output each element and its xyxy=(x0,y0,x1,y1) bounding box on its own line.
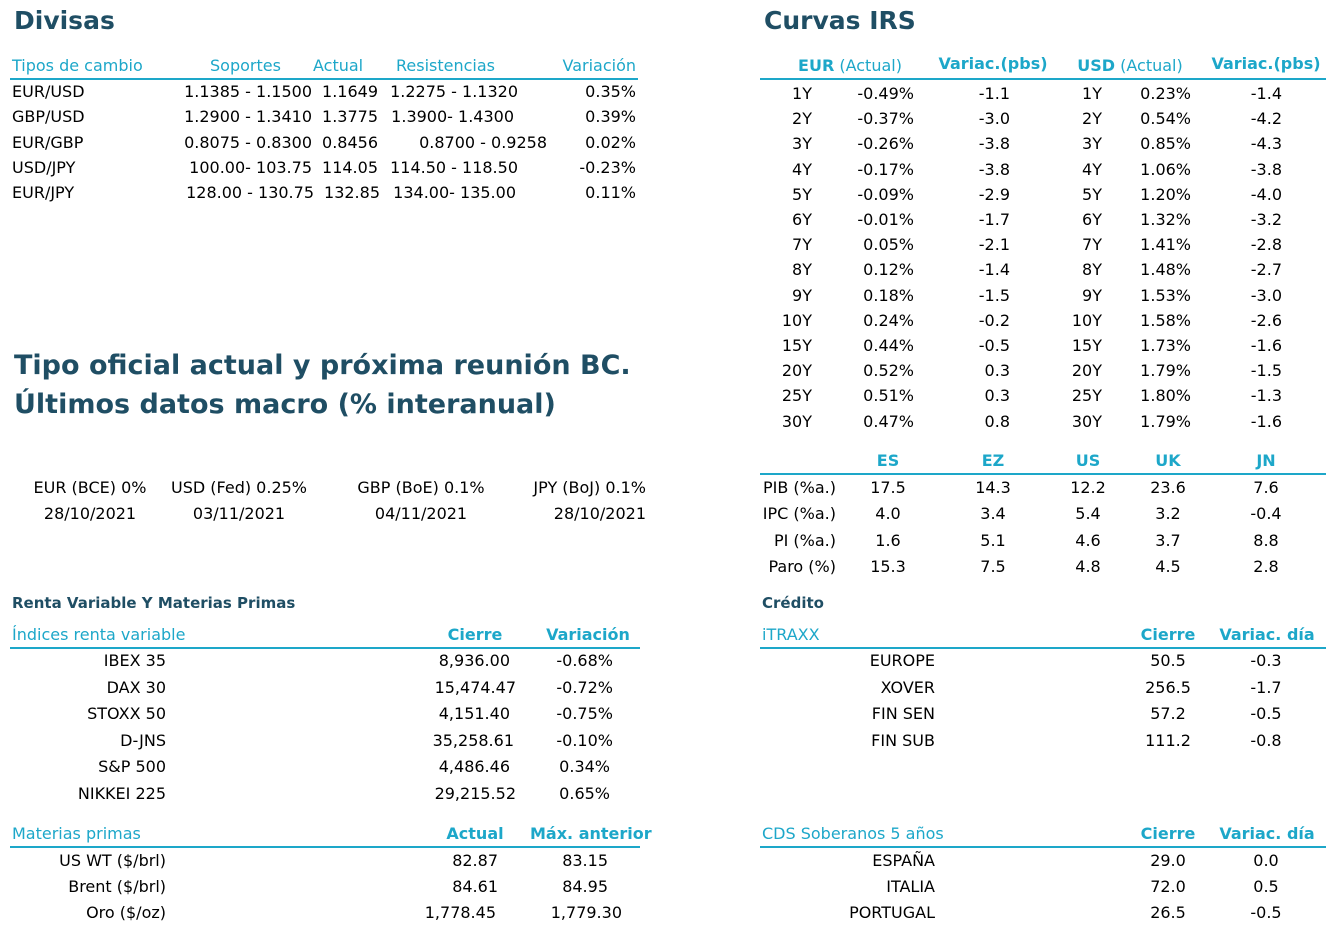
index-cierre: 4,151.40 xyxy=(438,704,510,723)
rate-boj: JPY (BoJ) 0.1% xyxy=(533,478,646,497)
commodity-actual: 1,778.45 xyxy=(424,903,496,922)
macro-value: 15.3 xyxy=(870,557,906,576)
index-variacion: -0.10% xyxy=(556,731,613,750)
cds-cierre: 26.5 xyxy=(1150,903,1186,922)
irs-var-eur: -1.1 xyxy=(978,84,1010,103)
variacion-cell: 0.02% xyxy=(585,133,636,152)
irs-tenor-usd: 10Y xyxy=(1071,311,1102,330)
mp-header-actual: Actual xyxy=(446,824,504,843)
irs-var-usd: -4.2 xyxy=(1250,109,1282,128)
irs-var-eur: 0.8 xyxy=(984,412,1010,431)
index-cierre: 4,486.46 xyxy=(438,757,510,776)
irs-var-eur: -1.4 xyxy=(978,260,1010,279)
irs-var-usd: -1.4 xyxy=(1250,84,1282,103)
irs-tenor-eur: 6Y xyxy=(792,210,812,229)
mp-header-rule xyxy=(10,846,640,848)
curvas-irs-title: Curvas IRS xyxy=(764,6,916,35)
soportes-cell: 1.2900 - 1.3410 xyxy=(184,107,312,126)
macro-value: 3.2 xyxy=(1155,504,1181,523)
itraxx-name: EUROPE xyxy=(869,651,935,670)
rv-header-rule xyxy=(10,647,640,649)
itraxx-variac: -1.7 xyxy=(1250,678,1282,697)
index-cierre: 8,936.00 xyxy=(438,651,510,670)
macro-value: 1.6 xyxy=(875,531,901,550)
irs-tenor-usd: 5Y xyxy=(1082,185,1102,204)
credito-header-itraxx: iTRAXX xyxy=(762,625,820,644)
divisas-header-variacion: Variación xyxy=(562,56,636,75)
macro-indicator: PIB (%a.) xyxy=(762,478,836,497)
irs-var-usd: -3.0 xyxy=(1250,286,1282,305)
irs-tenor-usd: 15Y xyxy=(1071,336,1102,355)
mp-header-name: Materias primas xyxy=(12,824,141,843)
index-cierre: 15,474.47 xyxy=(434,678,516,697)
divisas-title: Divisas xyxy=(14,6,115,35)
irs-rate-eur: 0.44% xyxy=(863,336,914,355)
divisas-header-pair: Tipos de cambio xyxy=(12,56,143,75)
rv-header-index: Índices renta variable xyxy=(12,625,186,644)
resistencias-cell: 0.8700 - 0.9258 xyxy=(419,133,547,152)
itraxx-variac: -0.8 xyxy=(1250,731,1282,750)
irs-var-eur: -1.7 xyxy=(978,210,1010,229)
irs-tenor-eur: 25Y xyxy=(781,386,812,405)
macro-value: 14.3 xyxy=(975,478,1011,497)
divisas-header-actual: Actual xyxy=(313,56,364,75)
actual-cell: 132.85 xyxy=(324,183,380,202)
irs-rate-eur: -0.01% xyxy=(857,210,914,229)
variacion-cell: 0.11% xyxy=(585,183,636,202)
cds-cierre: 29.0 xyxy=(1150,851,1186,870)
irs-rate-eur: 0.18% xyxy=(863,286,914,305)
commodity-actual: 82.87 xyxy=(452,851,498,870)
irs-rate-usd: 1.58% xyxy=(1140,311,1191,330)
itraxx-name: FIN SEN xyxy=(871,704,935,723)
macro-indicator: PI (%a.) xyxy=(773,531,836,550)
pair-cell: EUR/USD xyxy=(12,82,85,101)
irs-rate-usd: 0.23% xyxy=(1140,84,1191,103)
actual-cell: 0.8456 xyxy=(322,133,378,152)
irs-header-usd-label: (Actual) xyxy=(1115,56,1183,75)
irs-rate-eur: 0.51% xyxy=(863,386,914,405)
index-name: DAX 30 xyxy=(106,678,166,697)
cds-country: ITALIA xyxy=(886,877,935,896)
irs-tenor-eur: 4Y xyxy=(792,160,812,179)
macro-header-rule xyxy=(760,473,1326,475)
pair-cell: EUR/JPY xyxy=(12,183,75,202)
irs-tenor-usd: 20Y xyxy=(1071,361,1102,380)
irs-var-usd: -1.5 xyxy=(1250,361,1282,380)
soportes-cell: 100.00- 103.75 xyxy=(189,158,312,177)
macro-value: 4.6 xyxy=(1075,531,1101,550)
date-boe: 04/11/2021 xyxy=(374,504,468,523)
irs-tenor-eur: 15Y xyxy=(781,336,812,355)
index-name: STOXX 50 xyxy=(87,704,166,723)
irs-var-eur: -2.1 xyxy=(978,235,1010,254)
rate-fed: USD (Fed) 0.25% xyxy=(171,478,307,497)
variacion-cell: -0.23% xyxy=(579,158,636,177)
irs-tenor-usd: 3Y xyxy=(1082,134,1102,153)
index-variacion: 0.65% xyxy=(559,784,610,803)
commodity-name: Oro ($/oz) xyxy=(86,903,166,922)
index-cierre: 35,258.61 xyxy=(432,731,514,750)
date-boj: 28/10/2021 xyxy=(553,504,646,523)
irs-var-usd: -3.2 xyxy=(1250,210,1282,229)
irs-header-var-usd: Variac.(pbs) xyxy=(1211,54,1321,73)
itraxx-name: XOVER xyxy=(880,678,935,697)
irs-tenor-usd: 4Y xyxy=(1082,160,1102,179)
renta-variable-title: Renta Variable Y Materias Primas xyxy=(12,594,296,612)
index-variacion: -0.68% xyxy=(556,651,613,670)
rv-header-cierre: Cierre xyxy=(447,625,503,644)
actual-cell: 1.1649 xyxy=(322,82,378,101)
index-variacion: -0.75% xyxy=(556,704,613,723)
cds-country: PORTUGAL xyxy=(849,903,935,922)
irs-tenor-usd: 8Y xyxy=(1082,260,1102,279)
irs-tenor-eur: 20Y xyxy=(781,361,812,380)
irs-var-eur: -2.9 xyxy=(978,185,1010,204)
itraxx-variac: -0.3 xyxy=(1250,651,1282,670)
irs-tenor-eur: 30Y xyxy=(781,412,812,431)
irs-rate-eur: -0.26% xyxy=(857,134,914,153)
macro-value: 17.5 xyxy=(870,478,906,497)
irs-tenor-eur: 2Y xyxy=(792,109,812,128)
soportes-cell: 0.8075 - 0.8300 xyxy=(184,133,312,152)
irs-tenor-usd: 1Y xyxy=(1082,84,1102,103)
irs-rate-usd: 1.79% xyxy=(1140,361,1191,380)
index-variacion: 0.34% xyxy=(559,757,610,776)
irs-tenor-usd: 6Y xyxy=(1082,210,1102,229)
cds-header-variac: Variac. día xyxy=(1219,824,1315,843)
irs-header-eur xyxy=(760,56,940,75)
index-variacion: -0.72% xyxy=(556,678,613,697)
cds-cierre: 72.0 xyxy=(1150,877,1186,896)
divisas-header-rule xyxy=(10,78,638,80)
irs-header-usd-code: USD xyxy=(1077,56,1116,75)
cds-variac: 0.5 xyxy=(1253,877,1279,896)
irs-var-usd: -2.7 xyxy=(1250,260,1282,279)
commodity-max: 83.15 xyxy=(562,851,608,870)
irs-var-usd: -1.6 xyxy=(1250,412,1282,431)
irs-var-eur: -0.2 xyxy=(978,311,1010,330)
cds-header-rule xyxy=(760,846,1326,848)
index-name: NIKKEI 225 xyxy=(77,784,166,803)
irs-var-eur: -3.8 xyxy=(978,134,1010,153)
irs-rate-usd: 1.79% xyxy=(1140,412,1191,431)
pair-cell: GBP/USD xyxy=(12,107,85,126)
macro-indicator: Paro (%) xyxy=(768,557,836,576)
itraxx-name: FIN SUB xyxy=(871,731,935,750)
cds-country: ESPAÑA xyxy=(872,851,935,870)
index-cierre: 29,215.52 xyxy=(434,784,516,803)
date-fed: 03/11/2021 xyxy=(192,504,286,523)
macro-header-ez: EZ xyxy=(981,451,1005,470)
irs-var-usd: -4.3 xyxy=(1250,134,1282,153)
macro-header-jn: JN xyxy=(1256,451,1276,470)
rate-bce: EUR (BCE) 0% xyxy=(33,478,147,497)
macro-value: 3.7 xyxy=(1155,531,1181,550)
irs-var-eur: -0.5 xyxy=(978,336,1010,355)
macro-indicator: IPC (%a.) xyxy=(762,504,836,523)
resistencias-cell: 1.3900- 1.4300 xyxy=(391,107,514,126)
irs-tenor-usd: 7Y xyxy=(1082,235,1102,254)
irs-var-eur: -1.5 xyxy=(978,286,1010,305)
credito-title: Crédito xyxy=(762,594,824,612)
variacion-cell: 0.39% xyxy=(585,107,636,126)
actual-cell: 114.05 xyxy=(322,158,378,177)
macro-value: 8.8 xyxy=(1253,531,1279,550)
macro-value: 2.8 xyxy=(1253,557,1279,576)
macro-header-uk: UK xyxy=(1155,451,1181,470)
rate-boe: GBP (BoE) 0.1% xyxy=(357,478,485,497)
irs-tenor-usd: 9Y xyxy=(1082,286,1102,305)
irs-rate-eur: 0.52% xyxy=(863,361,914,380)
cds-variac: -0.5 xyxy=(1250,903,1282,922)
irs-tenor-usd: 25Y xyxy=(1071,386,1102,405)
irs-tenor-usd: 30Y xyxy=(1071,412,1102,431)
pair-cell: EUR/GBP xyxy=(12,133,84,152)
cds-header-name: CDS Soberanos 5 años xyxy=(762,824,944,843)
itraxx-cierre: 57.2 xyxy=(1150,704,1186,723)
irs-tenor-eur: 5Y xyxy=(792,185,812,204)
macro-title: Últimos datos macro (% interanual) xyxy=(14,389,556,420)
irs-header-rule xyxy=(760,78,1326,80)
irs-var-eur: 0.3 xyxy=(984,361,1010,380)
resistencias-cell: 134.00- 135.00 xyxy=(393,183,516,202)
divisas-header-soportes: Soportes xyxy=(210,56,281,75)
irs-header-eur-label: (Actual) xyxy=(834,56,902,75)
irs-rate-usd: 1.48% xyxy=(1140,260,1191,279)
macro-value: 3.4 xyxy=(980,504,1006,523)
soportes-cell: 1.1385 - 1.1500 xyxy=(184,82,312,101)
macro-value: 5.4 xyxy=(1075,504,1101,523)
irs-header-usd xyxy=(1060,56,1200,75)
itraxx-cierre: 256.5 xyxy=(1145,678,1191,697)
tipo-oficial-title: Tipo oficial actual y próxima reunión BC. xyxy=(14,350,631,381)
irs-tenor-eur: 9Y xyxy=(792,286,812,305)
itraxx-cierre: 111.2 xyxy=(1145,731,1191,750)
itraxx-variac: -0.5 xyxy=(1250,704,1282,723)
commodity-name: US WT ($/brl) xyxy=(59,851,166,870)
macro-header-es: ES xyxy=(876,451,900,470)
irs-rate-eur: 0.24% xyxy=(863,311,914,330)
commodity-max: 1,779.30 xyxy=(550,903,622,922)
irs-header-var-eur: Variac.(pbs) xyxy=(938,54,1048,73)
irs-tenor-usd: 2Y xyxy=(1082,109,1102,128)
credito-header-cierre: Cierre xyxy=(1140,625,1196,644)
irs-var-usd: -1.3 xyxy=(1250,386,1282,405)
irs-var-usd: -3.8 xyxy=(1250,160,1282,179)
itraxx-cierre: 50.5 xyxy=(1150,651,1186,670)
mp-header-max: Máx. anterior xyxy=(530,824,652,843)
irs-rate-usd: 1.32% xyxy=(1140,210,1191,229)
irs-tenor-eur: 8Y xyxy=(792,260,812,279)
irs-rate-eur: -0.37% xyxy=(857,109,914,128)
macro-value: 4.5 xyxy=(1155,557,1181,576)
index-name: D-JNS xyxy=(120,731,166,750)
irs-rate-eur: -0.49% xyxy=(857,84,914,103)
cds-variac: 0.0 xyxy=(1253,851,1279,870)
resistencias-cell: 114.50 - 118.50 xyxy=(390,158,518,177)
macro-value: 7.6 xyxy=(1253,478,1279,497)
irs-tenor-eur: 1Y xyxy=(792,84,812,103)
irs-tenor-eur: 10Y xyxy=(781,311,812,330)
irs-rate-usd: 0.85% xyxy=(1140,134,1191,153)
irs-header-eur-code: EUR xyxy=(798,56,835,75)
irs-var-usd: -2.6 xyxy=(1250,311,1282,330)
commodity-name: Brent ($/brl) xyxy=(68,877,166,896)
irs-rate-usd: 0.54% xyxy=(1140,109,1191,128)
irs-var-usd: -1.6 xyxy=(1250,336,1282,355)
macro-header-us: US xyxy=(1075,451,1101,470)
resistencias-cell: 1.2275 - 1.1320 xyxy=(390,82,518,101)
macro-value: -0.4 xyxy=(1250,504,1282,523)
commodity-actual: 84.61 xyxy=(452,877,498,896)
soportes-cell: 128.00 - 130.75 xyxy=(186,183,314,202)
index-name: S&P 500 xyxy=(98,757,166,776)
irs-rate-eur: -0.09% xyxy=(857,185,914,204)
index-name: IBEX 35 xyxy=(103,651,166,670)
commodity-max: 84.95 xyxy=(562,877,608,896)
irs-rate-eur: 0.05% xyxy=(863,235,914,254)
irs-tenor-eur: 3Y xyxy=(792,134,812,153)
macro-value: 4.0 xyxy=(875,504,901,523)
irs-var-eur: -3.8 xyxy=(978,160,1010,179)
irs-rate-usd: 1.06% xyxy=(1140,160,1191,179)
rv-header-variacion: Variación xyxy=(546,625,630,644)
irs-rate-usd: 1.73% xyxy=(1140,336,1191,355)
irs-rate-eur: 0.47% xyxy=(863,412,914,431)
irs-rate-usd: 1.53% xyxy=(1140,286,1191,305)
irs-tenor-eur: 7Y xyxy=(792,235,812,254)
irs-var-usd: -4.0 xyxy=(1250,185,1282,204)
irs-rate-eur: 0.12% xyxy=(863,260,914,279)
macro-value: 12.2 xyxy=(1070,478,1106,497)
variacion-cell: 0.35% xyxy=(585,82,636,101)
irs-var-usd: -2.8 xyxy=(1250,235,1282,254)
irs-var-eur: -3.0 xyxy=(978,109,1010,128)
cds-header-cierre: Cierre xyxy=(1140,824,1196,843)
macro-value: 5.1 xyxy=(980,531,1006,550)
pair-cell: USD/JPY xyxy=(12,158,76,177)
date-bce: 28/10/2021 xyxy=(43,504,137,523)
irs-rate-eur: -0.17% xyxy=(857,160,914,179)
macro-value: 7.5 xyxy=(980,557,1006,576)
irs-rate-usd: 1.20% xyxy=(1140,185,1191,204)
irs-var-eur: 0.3 xyxy=(984,386,1010,405)
actual-cell: 1.3775 xyxy=(322,107,378,126)
macro-value: 4.8 xyxy=(1075,557,1101,576)
credito-header-variac: Variac. día xyxy=(1219,625,1315,644)
macro-value: 23.6 xyxy=(1150,478,1186,497)
credito-header-rule xyxy=(760,647,1326,649)
irs-rate-usd: 1.41% xyxy=(1140,235,1191,254)
irs-rate-usd: 1.80% xyxy=(1140,386,1191,405)
divisas-header-resistencias: Resistencias xyxy=(396,56,495,75)
